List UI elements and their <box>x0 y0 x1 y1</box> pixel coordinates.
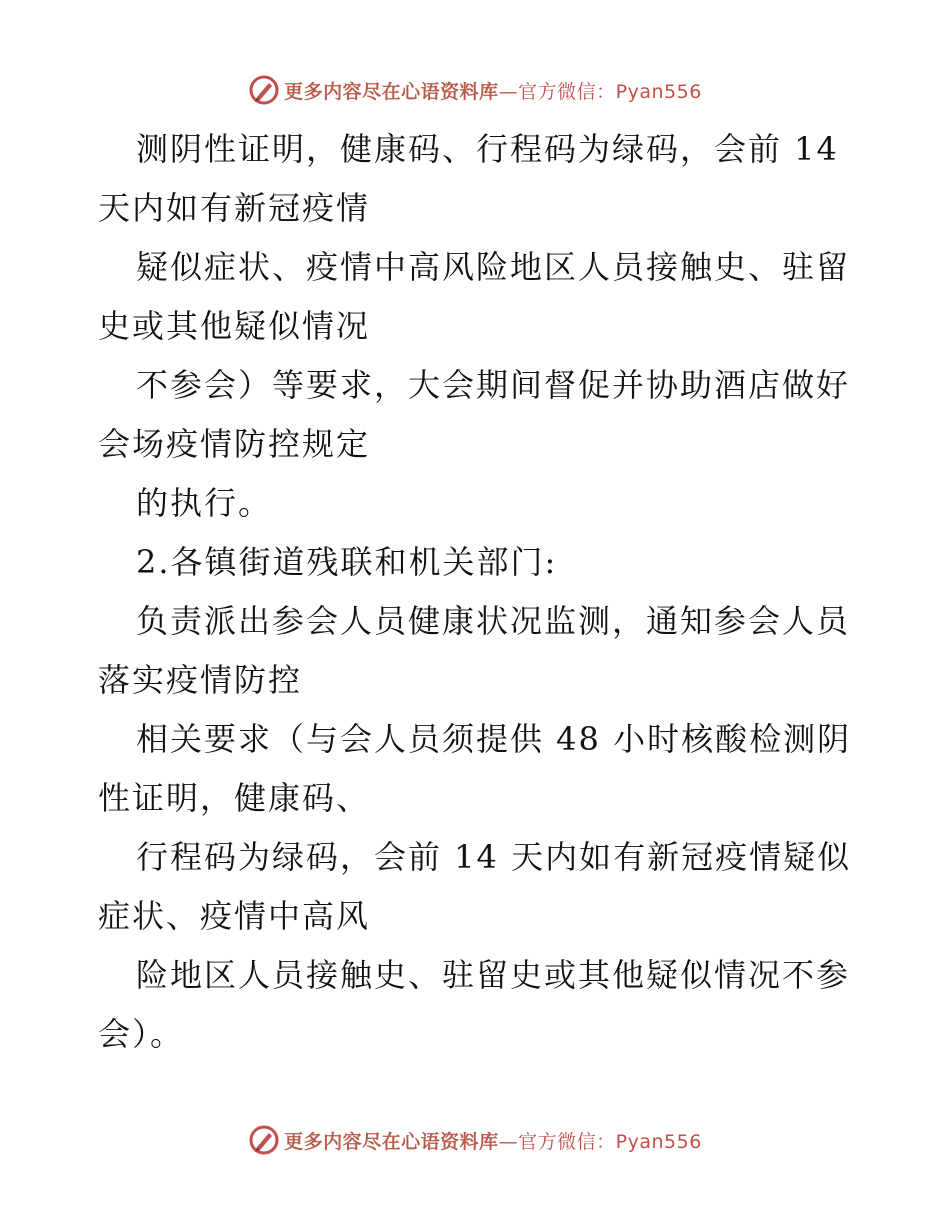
pen-logo-icon <box>248 1124 280 1156</box>
paragraph: 负责派出参会人员健康状况监测，通知参会人员落实疫情防控 <box>98 602 851 699</box>
paragraph: 不参会）等要求，大会期间督促并协助酒店做好会场疫情防控规定 <box>98 366 851 463</box>
footer-watermark <box>0 1120 950 1160</box>
watermark-contact: —官方微信：Pyan556 <box>498 80 702 103</box>
paragraph: 2.各镇街道残联和机关部门: <box>136 543 558 581</box>
watermark-brand: 更多内容尽在心语资料库 <box>284 1130 499 1153</box>
watermark-text <box>284 1127 702 1154</box>
pen-logo-icon <box>248 74 280 106</box>
watermark-text <box>284 77 702 104</box>
header-watermark <box>0 70 950 110</box>
document-body <box>98 120 858 1064</box>
paragraph: 测阴性证明，健康码、行程码为绿码，会前 14 天内如有新冠疫情 <box>98 130 839 227</box>
watermark-brand: 更多内容尽在心语资料库 <box>284 80 499 103</box>
paragraph: 险地区人员接触史、驻留史或其他疑似情况不参会）。 <box>98 956 851 1053</box>
paragraph: 的执行。 <box>136 484 273 522</box>
paragraph: 相关要求（与会人员须提供 48 小时核酸检测阴性证明，健康码、 <box>98 720 852 817</box>
paragraph: 行程码为绿码，会前 14 天内如有新冠疫情疑似症状、疫情中高风 <box>98 838 852 935</box>
paragraph: 疑似症状、疫情中高风险地区人员接触史、驻留史或其他疑似情况 <box>98 248 851 345</box>
watermark-contact: —官方微信：Pyan556 <box>498 1130 702 1153</box>
